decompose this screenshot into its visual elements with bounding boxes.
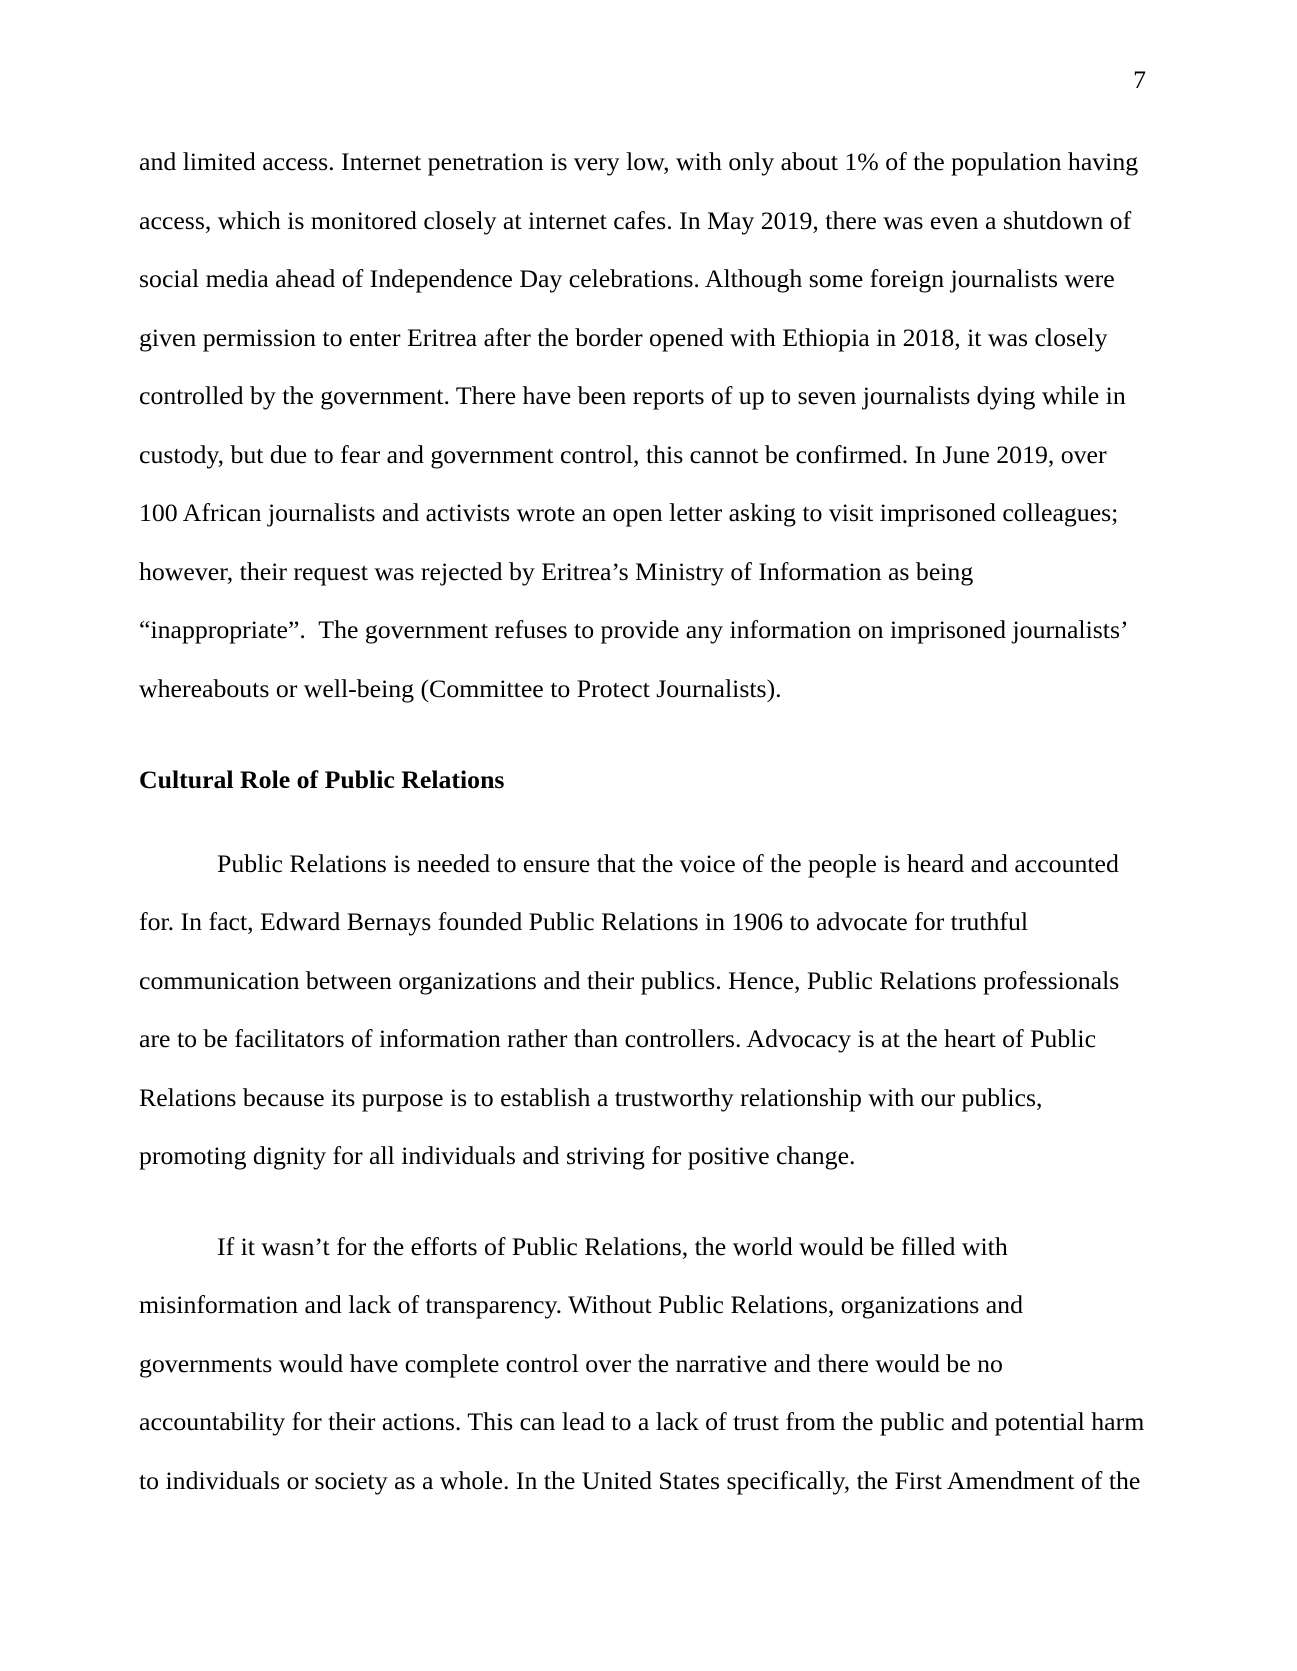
text-line: accountability for their actions. This can lead to a lack of trust from the public and potential harm	[139, 1407, 1145, 1436]
text-line: access, which is monitored closely at internet cafes. In May 2019, there was even a shutdown of	[139, 205, 1132, 235]
text-line: however, their request was rejected by Eritrea’s Ministry of Information as being	[139, 556, 974, 586]
text-line: 100 African journalists and activists wrote an open letter asking to visit imprisoned colleagues;	[139, 498, 1119, 527]
text-line: misinformation and lack of transparency. Without Public Relations, organizations and	[139, 1290, 1023, 1319]
text-line: “inappropriate”. The government refuses to provide any information on imprisoned journalists’	[139, 615, 1129, 644]
text-line: controlled by the government. There have been reports of up to seven journalists dying while in	[139, 381, 1126, 410]
text-line: are to be facilitators of information rather than controllers. Advocacy is at the heart of Public	[139, 1024, 1097, 1053]
page-content	[139, 133, 1155, 1510]
text-line: governments would have complete control over the narrative and there would be no	[139, 1348, 1003, 1378]
text-line: to individuals or society as a whole. In the United States specifically, the First Amendment of the	[139, 1465, 1141, 1495]
text-line: Relations because its purpose is to establish a trustworthy relationship with our publics,	[139, 1082, 1043, 1112]
text-line: given permission to enter Eritrea after the border opened with Ethiopia in 2018, it was closely	[139, 322, 1108, 352]
text-line: custody, but due to fear and government control, this cannot be confirmed. In June 2019, over	[139, 439, 1107, 469]
text-line: communication between organizations and their publics. Hence, Public Relations professionals	[139, 965, 1120, 995]
section-heading: Cultural Role of Public Relations	[139, 765, 505, 794]
text-line: and limited access. Internet penetration is very low, with only about 1% of the population having	[139, 147, 1139, 176]
text-line: for. In fact, Edward Bernays founded Public Relations in 1906 to advocate for truthful	[139, 907, 1029, 936]
body-paragraph-3	[139, 1218, 1155, 1511]
text-line: social media ahead of Independence Day celebrations. Although some foreign journalists were	[139, 264, 1115, 293]
body-paragraph-2	[139, 835, 1155, 1186]
text-line: whereabouts or well-being (Committee to Protect Journalists).	[139, 673, 782, 703]
text-line: If it wasn’t for the efforts of Public Relations, the world would be filled with	[217, 1231, 1008, 1261]
body-paragraph-1	[139, 133, 1155, 718]
page-number: 7	[1133, 65, 1146, 94]
text-line: promoting dignity for all individuals and striving for positive change.	[139, 1141, 856, 1170]
text-line: Public Relations is needed to ensure that the voice of the people is heard and accounted	[217, 848, 1119, 878]
